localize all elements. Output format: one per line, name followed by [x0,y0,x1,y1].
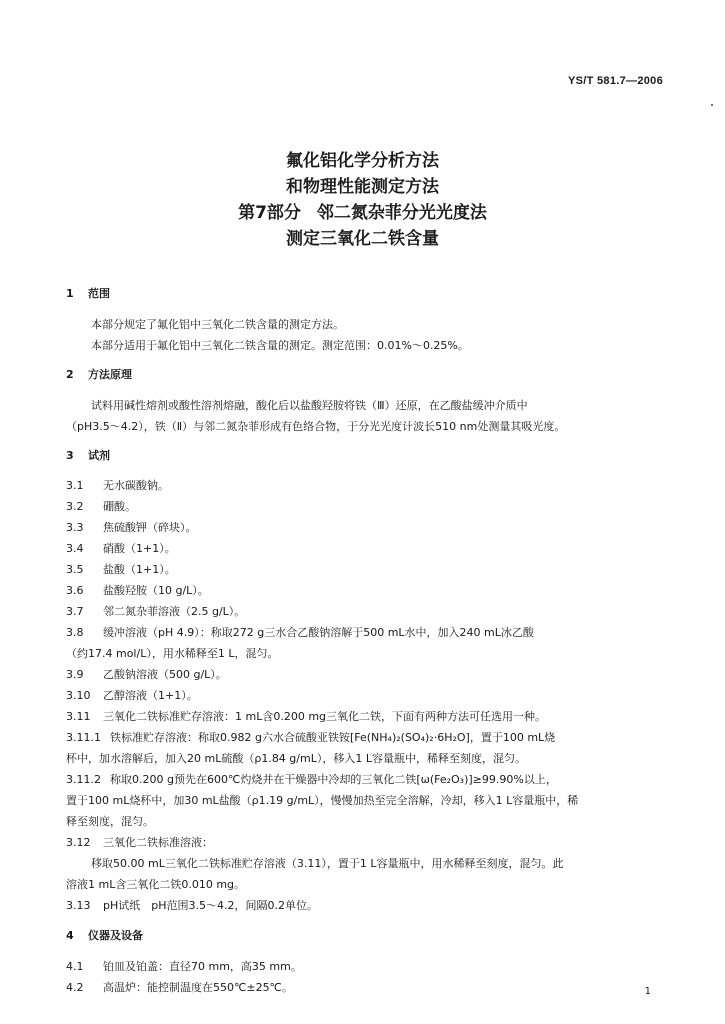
item-text: 铁标准贮存溶液：称取0.982 g六水合硫酸亚铁铵[Fe(NH₄)₂(SO₄)₂·6H₂O]，置于100 mL烧 [110,731,556,744]
item-number: 3.11.2 [66,773,101,786]
part-number: 第7部分 [238,203,301,223]
reagent-item [66,708,546,724]
item-text: 邻二氮杂菲溶液（2.5 g/L）。 [103,605,246,618]
item-number: 3.10 [66,689,91,702]
reagent-item [66,540,176,556]
item-number: 3.12 [66,836,91,849]
item-text: 三氧化二铁标准贮存溶液：1 mL含0.200 mg三氧化二铁，下面有两种方法可任选用一种。 [103,710,547,723]
reagent-item [66,519,197,535]
item-number: 3.1 [66,479,84,492]
page-number: 1 [644,986,651,997]
section-1-paragraph-1: 本部分规定了氟化铝中三氧化二铁含量的测定方法。 [91,318,344,331]
reagent-item [66,687,198,703]
item-text: 硼酸。 [103,500,136,513]
reagent-item-continuation: 置于100 mL烧杯中，加30 mL盐酸（ρ1.19 g/mL），慢慢加热至完全溶解，冷却，移入1 L容量瓶中，稀 [66,794,579,807]
reagent-item-continuation: （约17.4 mol/L），用水稀释至1 L，混匀。 [66,647,279,660]
section-number: 1 [66,287,74,300]
scan-mark [711,104,713,106]
title-line-1: 氟化铝化学分析方法 [286,151,439,171]
item-number: 3.11.1 [66,731,101,744]
section-2-paragraph-line-1: 试料用碱性熔剂或酸性溶剂熔融，酸化后以盐酸羟胺将铁（Ⅲ）还原，在乙酸盐缓冲介质中 [91,399,528,412]
item-number: 3.9 [66,668,84,681]
reagent-item [66,666,227,682]
reagent-item-continuation: 移取50.00 mL三氧化二铁标准贮存溶液（3.11），置于1 L容量瓶中，用水稀释至刻度，混匀。此 [91,857,564,870]
item-number: 3.7 [66,605,84,618]
item-number: 3.5 [66,563,84,576]
item-text: 盐酸（1+1）。 [103,563,176,576]
item-number: 3.4 [66,542,84,555]
section-title: 范围 [88,287,110,300]
section-1-heading [66,285,110,301]
title-line-3 [0,198,725,223]
section-2-paragraph-line-2: （pH3.5～4.2），铁（Ⅱ）与邻二氮杂菲形成有色络合物，于分光光度计波长510 nm处测量其吸光度。 [66,420,566,433]
item-text: 三氧化二铁标准溶液： [103,836,213,849]
section-number: 4 [66,929,74,942]
item-number: 4.1 [66,960,84,973]
item-number: 3.6 [66,584,84,597]
reagent-item [66,477,169,493]
title-line-2: 和物理性能测定方法 [286,177,439,197]
equipment-item [66,979,293,995]
item-text: 铂皿及铂盖：直径70 mm，高35 mm。 [103,960,302,973]
section-title: 试剂 [88,449,110,462]
reagent-item [66,498,136,514]
reagent-item-continuation: 杯中，加水溶解后，加入20 mL硫酸（ρ1.84 g/mL），移入1 L容量瓶中，稀释至刻度，混匀。 [66,752,526,765]
item-text: 硝酸（1+1）。 [103,542,176,555]
reagent-item [66,834,213,850]
section-number: 3 [66,449,74,462]
section-title: 方法原理 [88,368,132,381]
item-text: 焦硫酸钾（碎块）。 [103,521,197,534]
section-2-heading [66,366,132,382]
item-text: 无水碳酸钠。 [103,479,169,492]
reagent-item [66,729,555,745]
reagent-item [66,603,245,619]
section-3-heading [66,447,110,463]
item-text: 高温炉：能控制温度在550℃±25℃。 [103,981,293,994]
reagent-item [66,624,534,640]
reagent-item-continuation: 释至刻度，混匀。 [66,815,154,828]
section-title: 仪器及设备 [88,929,143,942]
reagent-item [66,561,176,577]
item-text: 缓冲溶液（pH 4.9）：称取272 g三水合乙酸钠溶解于500 mL水中，加入240 mL冰乙酸 [103,626,534,639]
reagent-item [66,897,318,913]
section-number: 2 [66,368,74,381]
item-text: 称取0.200 g预先在600℃灼烧并在干燥器中冷却的三氧化二铁[ω(Fe₂O₃)]≥99.90%以上， [110,773,557,786]
item-number: 4.2 [66,981,84,994]
item-text: pH试纸 pH范围3.5～4.2，间隔0.2单位。 [103,899,318,912]
reagent-item-continuation: 溶液1 mL含三氧化二铁0.010 mg。 [66,878,246,891]
reagent-item [66,771,557,787]
equipment-item [66,958,302,974]
title-line-4: 测定三氧化二铁含量 [286,229,439,249]
item-number: 3.8 [66,626,84,639]
standard-number: YS/T 581.7—2006 [567,75,663,87]
section-1-paragraph-2: 本部分适用于氟化铝中三氧化二铁含量的测定。测定范围：0.01%～0.25%。 [91,339,469,352]
item-number: 3.13 [66,899,91,912]
section-4-heading [66,927,143,943]
item-text: 乙酸钠溶液（500 g/L）。 [103,668,227,681]
method-name: 邻二氮杂菲分光光度法 [316,203,487,223]
item-text: 盐酸羟胺（10 g/L）。 [103,584,209,597]
item-number: 3.11 [66,710,91,723]
item-number: 3.3 [66,521,84,534]
item-number: 3.2 [66,500,84,513]
item-text: 乙醇溶液（1+1）。 [103,689,198,702]
reagent-item [66,582,209,598]
